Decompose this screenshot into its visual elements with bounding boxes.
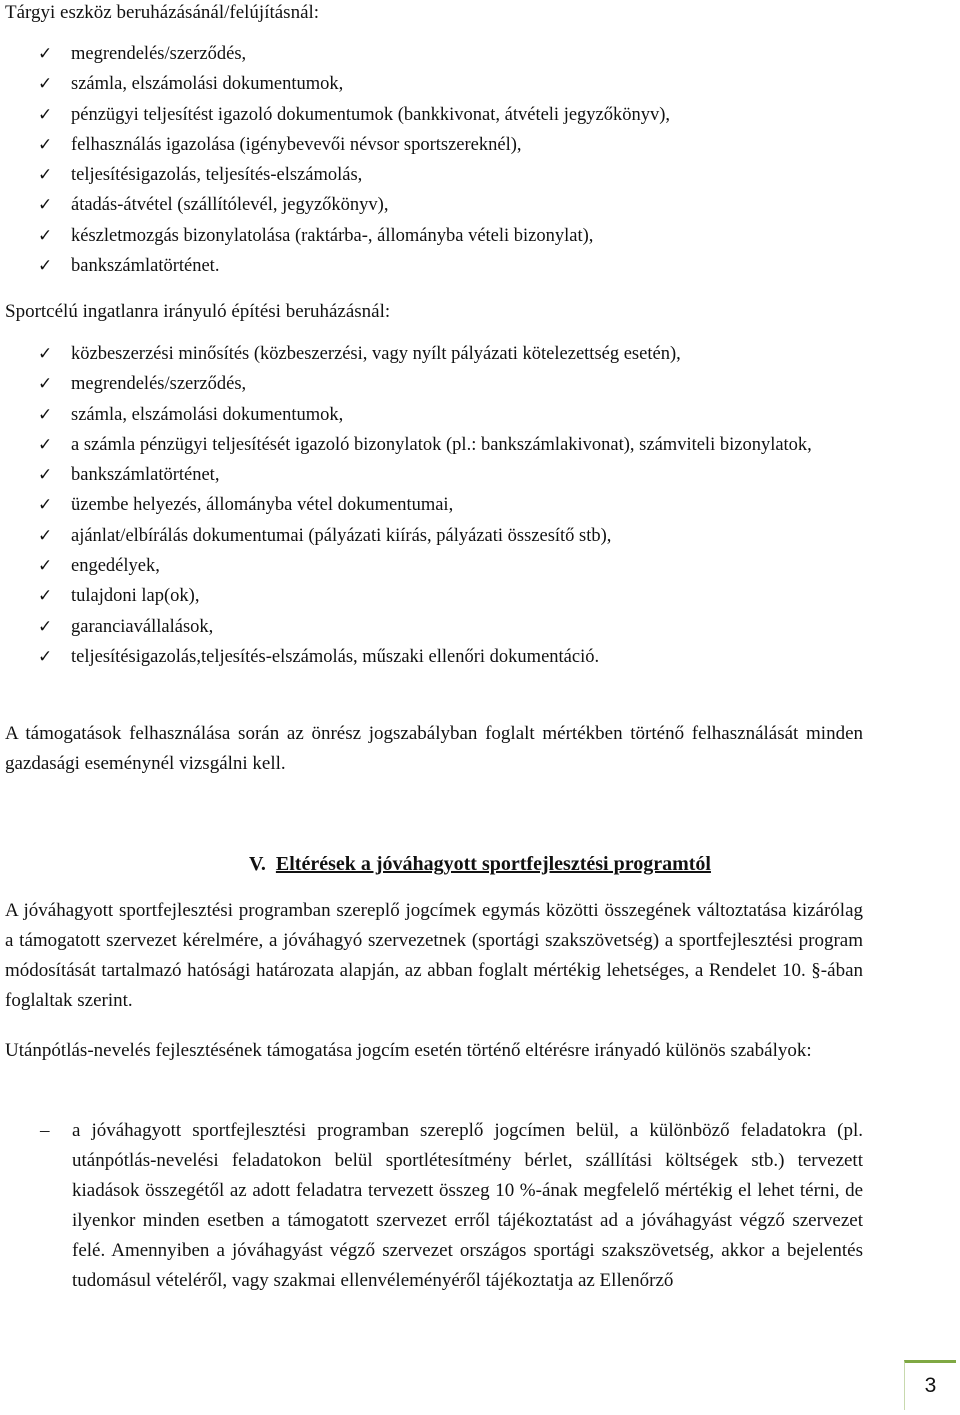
check-mark-icon: ✓	[38, 104, 53, 125]
list-item: ✓ pénzügyi teljesítést igazoló dokumentumok (bankkivonat, átvételi jegyzőkönyv),	[0, 100, 960, 130]
list-item: ✓ készletmozgás bizonylatolása (raktárba-, állományba vételi bizonylat),	[0, 221, 960, 251]
dash-bullet-icon: –	[40, 1120, 50, 1141]
check-mark-icon: ✓	[38, 344, 53, 364]
check-mark-icon: ✓	[38, 195, 53, 216]
list-item: ✓ bankszámlatörténet.	[0, 251, 960, 281]
check-mark-icon: ✓	[38, 556, 53, 577]
self-contribution-paragraph: A támogatások felhasználása során az önrész jogszabályban foglalt mértékben történő felhasználását minden gazdasági eseménynél vizsgálni kell.	[5, 723, 863, 774]
list-item: ✓ megrendelés/szerződés,	[0, 369, 960, 399]
check-mark-icon: ✓	[38, 586, 53, 607]
section2-checklist	[0, 339, 960, 672]
list-item: ✓ üzembe helyezés, állományba vétel dokumentumai,	[0, 490, 960, 520]
check-mark-icon: ✓	[38, 495, 53, 516]
section2-heading: Sportcélú ingatlanra irányuló építési beruházásnál:	[5, 301, 391, 322]
check-mark-icon: ✓	[38, 434, 53, 455]
program-change-paragraph: A jóváhagyott sportfejlesztési programban szereplő jogcímek egymás közötti összegének változtatása kizárólag a támogatott szervezet kérelmére, a jóváhagyó szervezetnek (sportági szakszövetség) a sportfejlesztési program módosítását tartalmazó hatósági határozata alapján, az abban foglalt mértékig lehetséges, a Rendelet 10. §-ában foglaltak szerint.	[5, 900, 863, 1011]
section-title-text: Eltérések a jóváhagyott sportfejlesztési programtól	[275, 853, 711, 875]
list-item: ✓ megrendelés/szerződés,	[0, 39, 960, 69]
check-mark-icon: ✓	[38, 134, 53, 155]
check-mark-icon: ✓	[38, 404, 53, 425]
list-item: ✓ bankszámlatörténet,	[0, 460, 960, 490]
check-mark-icon: ✓	[38, 525, 53, 546]
list-item: ✓ számla, elszámolási dokumentumok,	[0, 69, 960, 99]
page-number: 3	[924, 1374, 937, 1397]
check-mark-icon: ✓	[38, 74, 53, 95]
check-mark-icon: ✓	[38, 374, 53, 395]
section-title	[0, 850, 960, 878]
list-item: ✓ közbeszerzési minősítés (közbeszerzési, vagy nyílt pályázati kötelezettség esetén),	[0, 339, 960, 369]
list-item: ✓ garanciavállalások,	[0, 612, 960, 642]
check-mark-icon: ✓	[38, 465, 53, 486]
list-item: ✓ felhasználás igazolása (igénybevevői névsor sportszereknél),	[0, 130, 960, 160]
list-item: ✓ teljesítésigazolás, teljesítés-elszámolás,	[0, 160, 960, 190]
dash-item-text: a jóváhagyott sportfejlesztési programban szereplő jogcímen belül, a különböző feladatokra (pl. utánpótlás-nevelési feladatokon belül sportlétesítmény bérlet, szállítási költségek stb.) tervezett kiadások összegétől az adott feladatra tervezett összeg 10 %-ának megfelelő mértékig el lehet térni, de ilyenkor minden esetben a támogatott szervezet erről tájékoztatást ad a jóváhagyást végző szervezet felé. Amennyiben a jóváhagyást végző szervezet országos sportági szakszövetség, akkor a bejelentés tudomásul vételéről, vagy szakmai ellenvéleményéről tájékoztatja az Ellenőrző	[72, 1120, 863, 1291]
check-mark-icon: ✓	[38, 646, 53, 667]
list-item: ✓ átadás-átvétel (szállítólevél, jegyzőkönyv),	[0, 190, 960, 220]
check-mark-icon: ✓	[38, 616, 53, 637]
list-item: ✓ a számla pénzügyi teljesítését igazoló bizonylatok (pl.: bankszámlakivonat), számviteli bizonylatok,	[0, 430, 960, 460]
check-mark-icon: ✓	[38, 256, 53, 277]
list-item: ✓ számla, elszámolási dokumentumok,	[0, 400, 960, 430]
check-mark-icon: ✓	[38, 44, 53, 64]
youth-rules-paragraph: Utánpótlás-nevelés fejlesztésének támogatása jogcím esetén történő eltérésre irányadó különös szabályok:	[5, 1040, 812, 1061]
check-mark-icon: ✓	[38, 225, 53, 246]
section1-checklist	[0, 39, 960, 281]
list-item: ✓ engedélyek,	[0, 551, 960, 581]
section1-heading: Tárgyi eszköz beruházásánál/felújításnál:	[5, 2, 320, 23]
list-item: ✓ teljesítésigazolás,teljesítés-elszámolás, műszaki ellenőri dokumentáció.	[0, 642, 960, 672]
list-item: ✓ tulajdoni lap(ok),	[0, 581, 960, 611]
check-mark-icon: ✓	[38, 165, 53, 186]
section-number: V.	[249, 853, 266, 875]
list-item: ✓ ajánlat/elbírálás dokumentumai (pályázati kiírás, pályázati összesítő stb),	[0, 521, 960, 551]
page-number-box	[904, 1360, 956, 1410]
